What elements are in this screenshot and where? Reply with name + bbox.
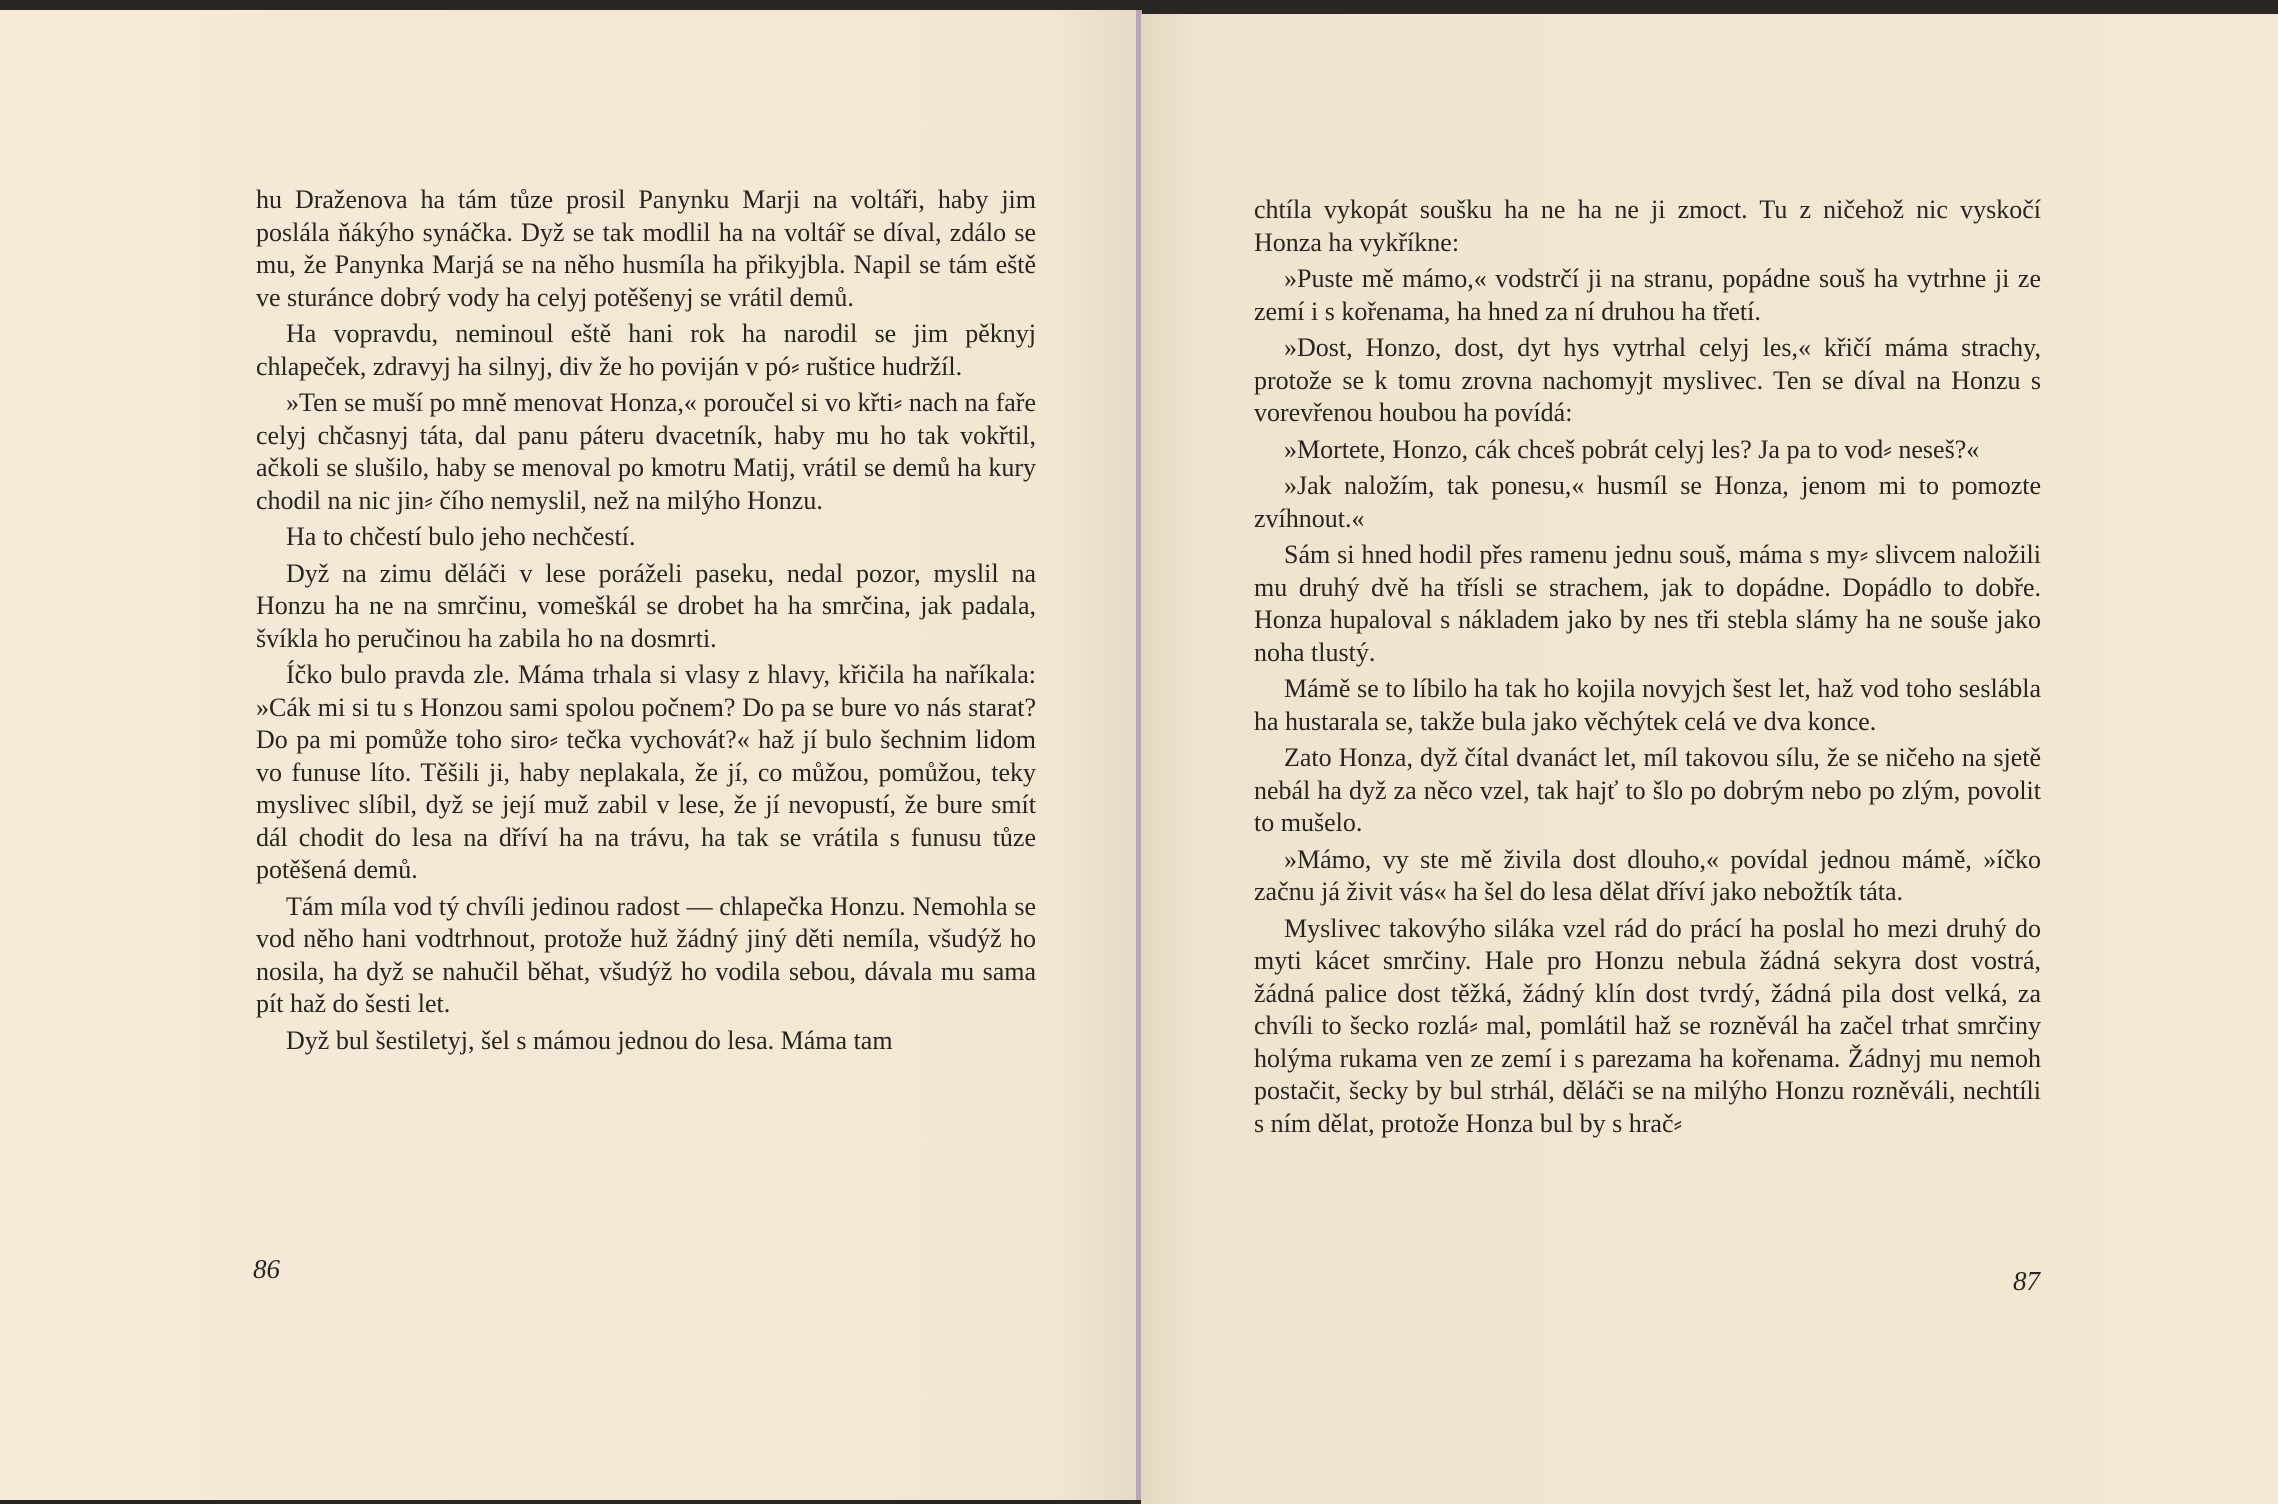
paragraph: »Mámo, vy ste mě živila dost dlouho,« povídal jednou mámě, »íčko začnu já živit vás« ha šel do lesa dělat dříví jako nebožtík táta.: [1254, 844, 2041, 906]
paragraph: Sám si hned hodil přes ramenu jednu souš, máma s my⸗ slivcem naložili mu druhý dvě ha třísli se strachem, jak to dopádne. Dopádlo to dobře. Honza hupaloval s nákladem jako by nes tři stebla slámy ha ne souše jako noha tlustý.: [1254, 540, 2041, 667]
paragraph: Myslivec takovýho siláka vzel rád do prácí ha poslal ho mezi druhý do myti kácet smrčiny. Hale pro Honzu nebula žádná sekyra dost vostrá, žádná palice dost těžká, žádný klín dost tvrdý, žádná pila dost velká, za chvíli to šecko rozlá⸗ mal, pomlátil haž se rozněvál ha začel trhat smrčiny holýma rukama ven ze zemí i s parezama ha kořenama. Žádnyj mu nemoh postačit, šecky by bul strhál, děláči se na milýho Honzu rozněváli, nechtíli s ním dělat, protože Honza bul by s hrač⸗: [1254, 913, 2041, 1138]
paragraph: Mámě se to líbilo ha tak ho kojila novyjch šest let, haž vod toho seslábla ha hustarala se, takže bula jako věchýtek celá ve dva konce.: [1254, 674, 2041, 736]
page-number: 86: [253, 1254, 280, 1284]
page-number: 87: [2013, 1266, 2040, 1296]
paragraph: Zato Honza, dyž čítal dvanáct let, míl takovou sílu, že se ničeho na sjetě nebál ha dyž za něco vzel, tak hajť to šlo po dobrým nebo po zlým, povolit to mušelo.: [1254, 743, 2041, 837]
paragraph: »Ten se muší po mně menovat Honza,« poroučel si vo křti⸗ nach na faře celyj chčasnyj táta, dal panu páteru dvacetník, haby mu ho tak vokřtil, ačkoli se slušilo, haby se menoval po kmotru Matij, vrátil se demů ha kury chodil na nic jin⸗ čího nemyslil, než na milýho Honzu.: [256, 388, 1036, 515]
paragraph: chtíla vykopát soušku ha ne ha ne ji zmoct. Tu z ničehož nic vyskočí Honza ha vykříkne:: [1254, 195, 2041, 257]
right-page-text: [1254, 194, 2041, 1144]
paragraph: »Dost, Honzo, dost, dyt hys vytrhal celyj les,« křičí máma strachy, protože se k tomu zrovna nachomyjt myslivec. Ten se díval na Honzu s vorevřenou houbou ha povídá:: [1254, 333, 2041, 427]
left-page: [0, 10, 1139, 1500]
paragraph: »Mortete, Honzo, cák chceš pobrát celyj les? Ja pa to vod⸗ neseš?«: [1284, 434, 1980, 464]
paragraph: Dyž na zimu děláči v lese poráželi paseku, nedal pozor, myslil na Honzu ha ne na smrčinu, vomeškál se drobet ha ha smrčina, jak padala, švíkla ho peručinou ha zabila ho na dosmrti.: [256, 558, 1036, 653]
paragraph: »Puste mě mámo,« vodstrčí ji na stranu, popádne souš ha vytrhne ji ze zemí i s kořenama, ha hned za ní druhou ha třetí.: [1254, 264, 2041, 326]
paragraph: Tám míla vod tý chvíli jedinou radost — chlapečka Honzu. Nemohla se vod něho hani vodtrhnout, protože huž žádný jiný děti nemíla, všudýž ho nosila, ha dyž se nahučil běhat, všudýž ho vodila sebou, dávala mu sama pít haž do šesti let.: [256, 891, 1036, 1018]
paragraph: Ha vopravdu, neminoul eště hani rok ha narodil se jim pěknyj chlapeček, zdravyj ha silnyj, div že ho poviján v pó⸗ ruštice hudržíl.: [256, 319, 1036, 381]
paragraph: Ha to chčestí bulo jeho nechčestí.: [286, 522, 636, 551]
paragraph: Dyž bul šestiletyj, šel s mámou jednou do lesa. Máma tam: [286, 1025, 893, 1055]
left-page-text: [256, 184, 1036, 1061]
paragraph: »Jak naložím, tak ponesu,« husmíl se Honza, jenom mi to pomozte zvíhnout.«: [1254, 471, 2041, 533]
paragraph: hu Draženova ha tám tůze prosil Panynku Marji na voltáři, haby jim poslála ňákýho synáčka. Dyž se tak modlil ha na voltář se díval, zdálo se mu, že Panynka Marjá se na něho husmíla ha přikyjbla. Napil se tám eště ve sturánce dobrý vody ha celyj potěšenyj se vrátil demů.: [256, 185, 1036, 312]
paragraph: Íčko bulo pravda zle. Máma trhala si vlasy z hlavy, křičila ha naříkala: »Cák mi si tu s Honzou sami spolou počnem? Do pa se bure vo nás starat? Do pa mi pomůže toho siro⸗ tečka vychovát?« haž jí bulo šechnim lidom vo funuse líto. Těšili ji, haby neplakala, že jí, co můžou, pomůžou, teky myslivec slíbil, dyž se její muž zabil v lese, že jí nevopustí, že bure smít dál chodit do lesa na dříví ha na trávu, ha tak se vrátila s funusu tůze potěšená demů.: [256, 660, 1036, 884]
right-page: [1141, 14, 2278, 1504]
